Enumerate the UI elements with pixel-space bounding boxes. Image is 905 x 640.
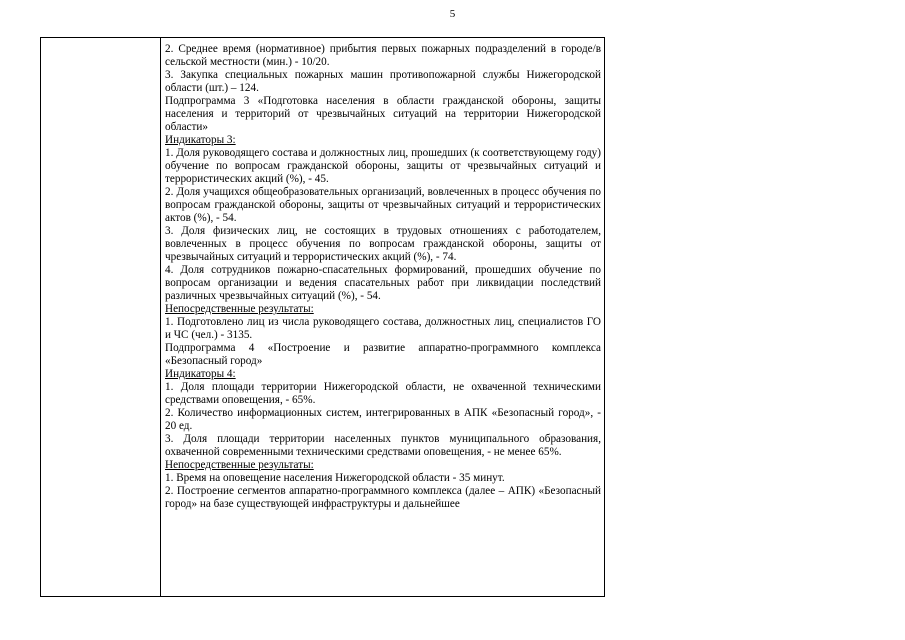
paragraph: 1. Доля площади территории Нижегородской области, не охваченной техническими средствами оповещения, - 65%. — [165, 381, 601, 406]
section-heading: Индикаторы 4: — [165, 368, 236, 380]
paragraph: 1. Доля руководящего состава и должностных лиц, прошедших (к соответствующему году) обучение по вопросам гражданской обороны, защиты от чрезвычайных ситуаций и террористических акций (%), - 45. — [165, 147, 601, 185]
paragraph: 3. Доля площади территории населенных пунктов муниципального образования, охваченной современными техническими средствами оповещения, - не менее 65%. — [165, 433, 601, 458]
document-table — [40, 37, 605, 597]
page-number: 5 — [449, 8, 456, 20]
paragraph: Подпрограмма 3 «Подготовка населения в области гражданской обороны, защиты населения и территорий от чрезвычайных ситуаций на территории Нижегородской области» — [165, 95, 601, 133]
paragraph: 1. Подготовлено лиц из числа руководящего состава, должностных лиц, специалистов ГО и ЧС (чел.) - 3135. — [165, 316, 601, 341]
paragraph: 3. Доля физических лиц, не состоящих в трудовых отношениях с работодателем, вовлеченных в процесс обучения по вопросам гражданской обороны, защиты от чрезвычайных ситуаций и террористических акций (%), - 74. — [165, 225, 601, 263]
paragraph: 2. Среднее время (нормативное) прибытия первых пожарных подразделений в городе/в сельской местности (мин.) - 10/20. — [165, 43, 601, 68]
table-right-column — [162, 38, 604, 596]
paragraph: 2. Доля учащихся общеобразовательных организаций, вовлеченных в процесс обучения по вопросам гражданской обороны, защиты от чрезвычайных ситуаций и террористических актов (%), - 54. — [165, 186, 601, 224]
paragraph: 3. Закупка специальных пожарных машин противопожарной службы Нижегородской области (шт.) – 124. — [165, 69, 601, 94]
paragraph: 2. Построение сегментов аппаратно-программного комплекса (далее – АПК) «Безопасный город» на базе существующей инфраструктуры и дальнейшее — [165, 485, 601, 510]
paragraph: Подпрограмма 4 «Построение и развитие аппаратно-программного комплекса «Безопасный город» — [165, 342, 601, 367]
paragraph: 2. Количество информационных систем, интегрированных в АПК «Безопасный город», - 20 ед. — [165, 407, 601, 432]
paragraph: 1. Время на оповещение населения Нижегородской области - 35 минут. — [165, 472, 505, 484]
section-heading: Непосредственные результаты: — [165, 459, 314, 471]
section-heading: Индикаторы 3: — [165, 134, 236, 146]
section-heading: Непосредственные результаты: — [165, 303, 314, 315]
paragraph: 4. Доля сотрудников пожарно-спасательных формирований, прошедших обучение по вопросам организации и ведения спасательных работ при ликвидации последствий различных чрезвычайных ситуаций (%), - 54. — [165, 264, 601, 302]
table-left-column — [41, 38, 161, 596]
